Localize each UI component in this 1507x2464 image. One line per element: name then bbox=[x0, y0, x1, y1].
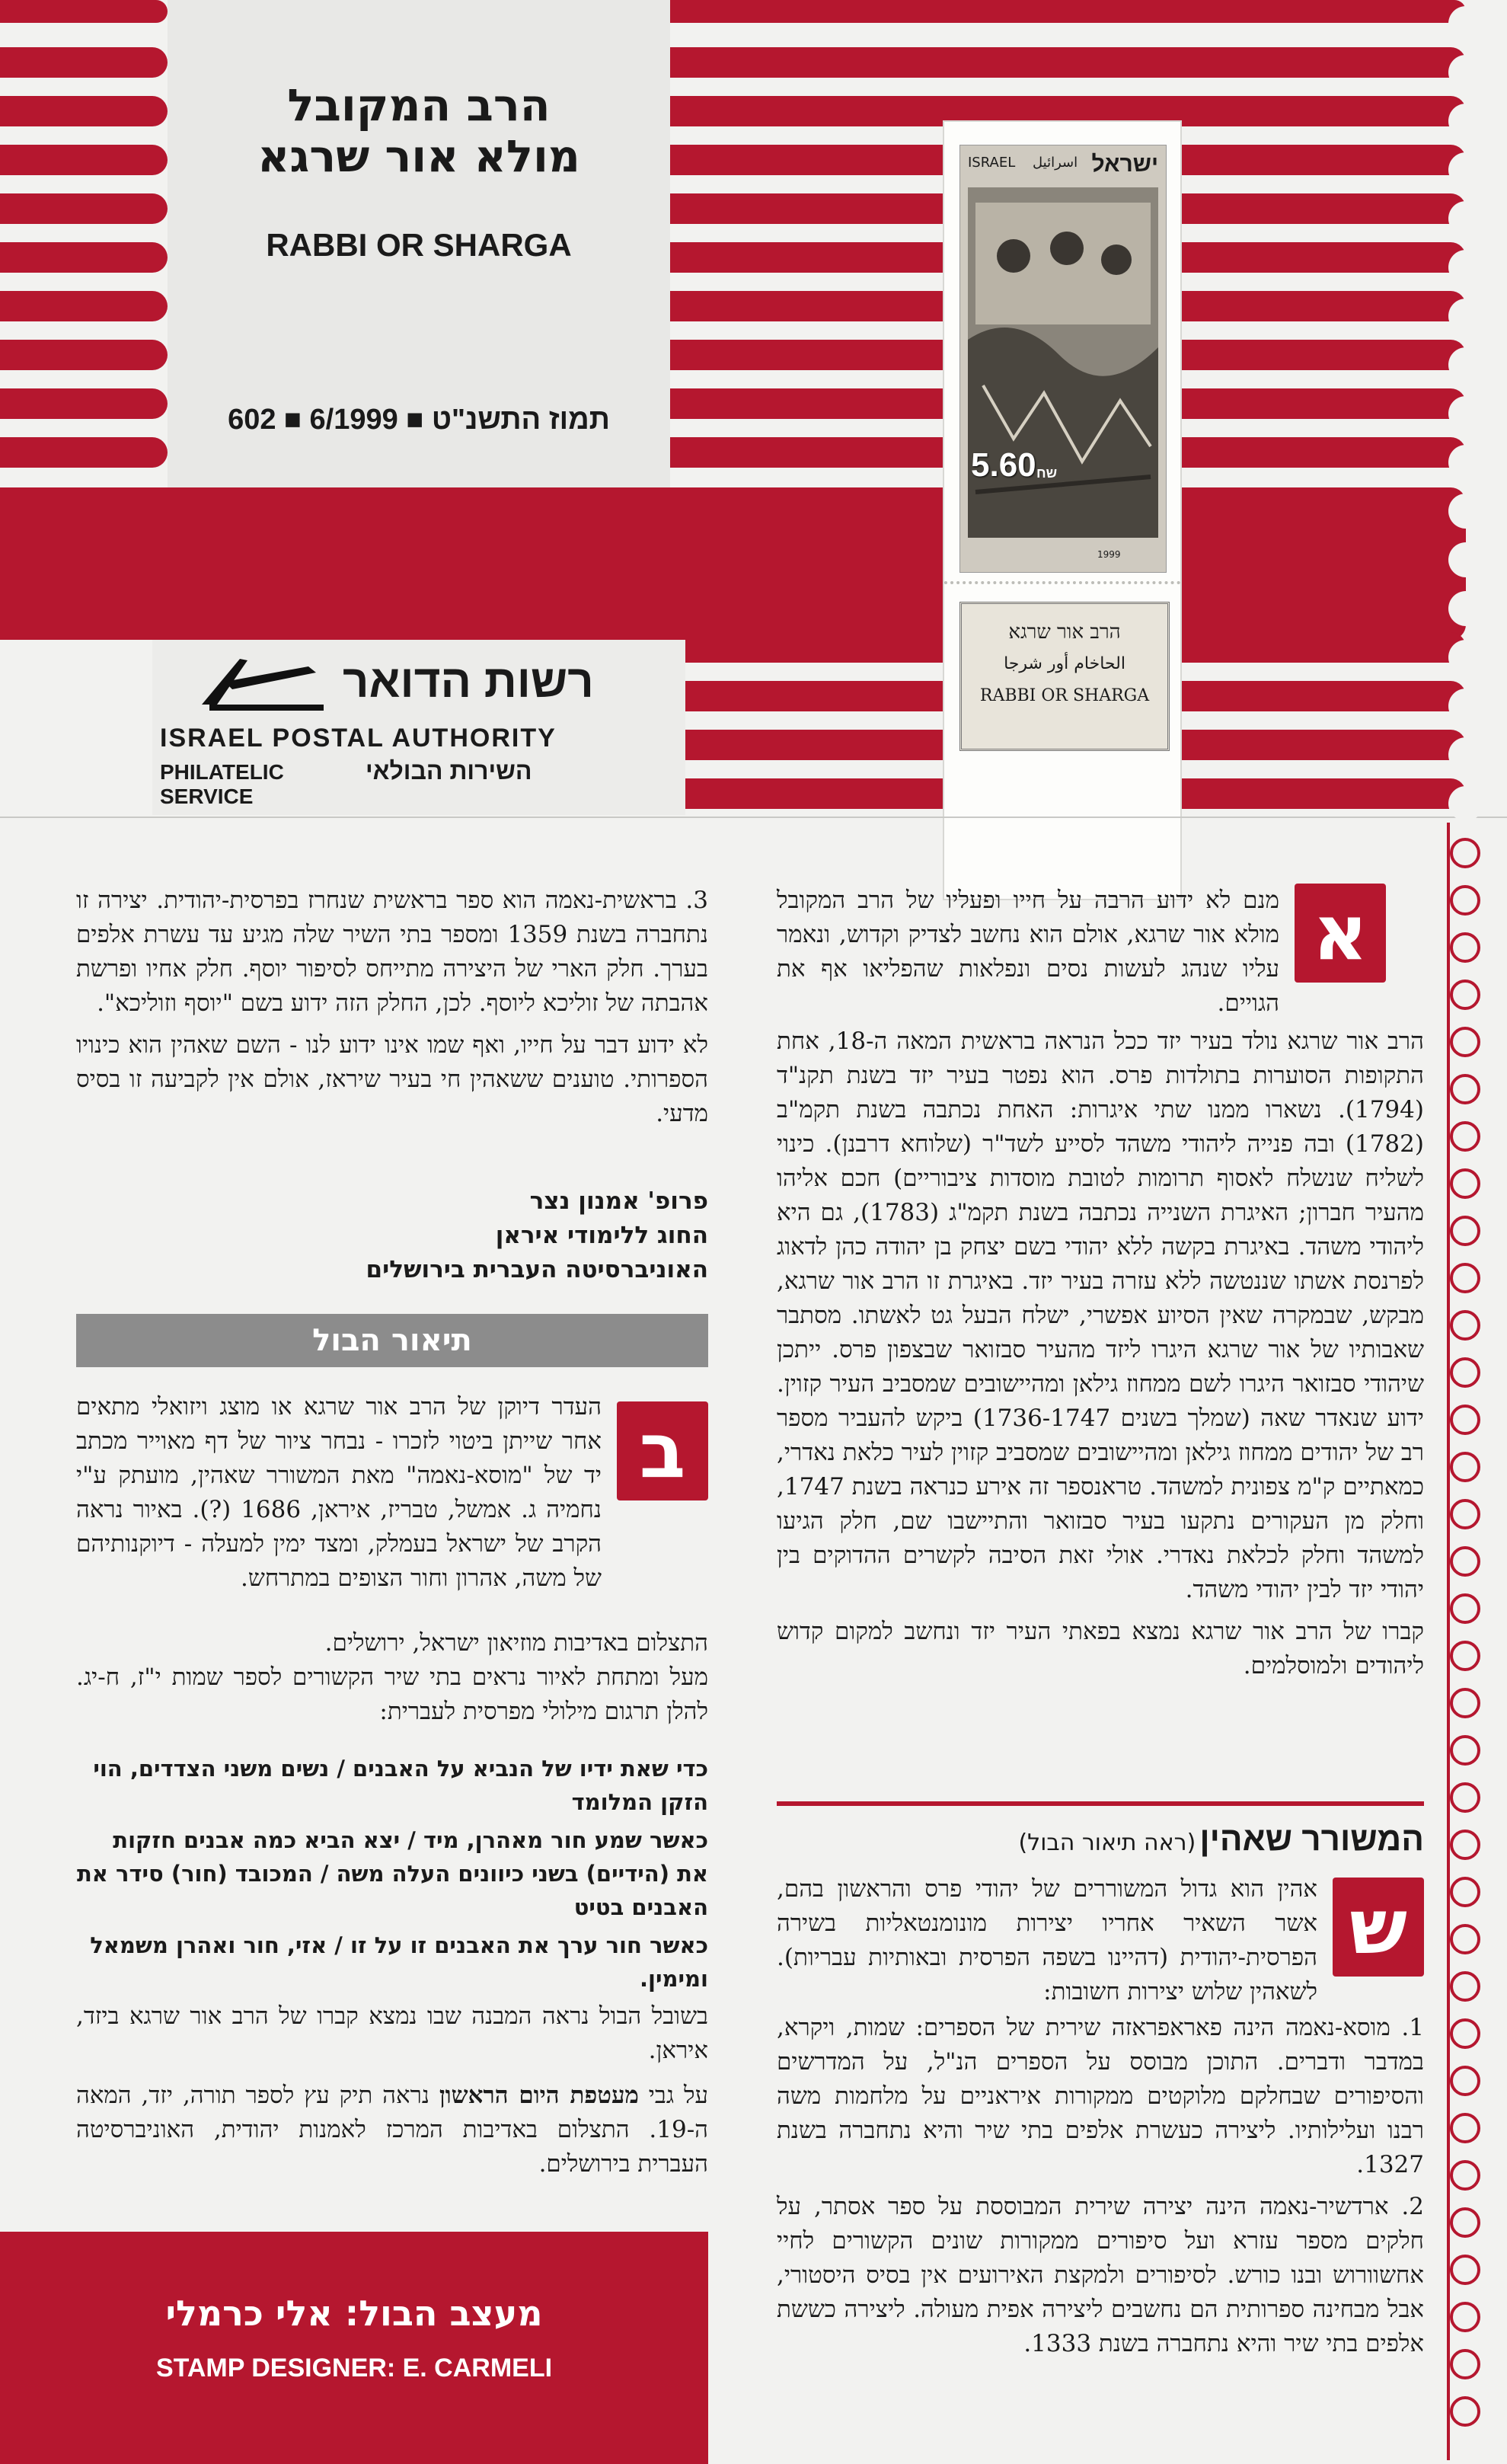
stripe bbox=[0, 0, 168, 23]
edge-scallop bbox=[1448, 689, 1483, 724]
designer-hebrew: מעצב הבול: אלי כרמלי bbox=[165, 2293, 543, 2334]
section-heading-shahin bbox=[777, 1820, 1424, 1858]
left-column-top bbox=[76, 884, 708, 1139]
section-heading-note: (ראה תיאור הבול) bbox=[1018, 1830, 1196, 1856]
paragraph: לא ידוע דבר על חייו, ואף שמו אינו ידוע לנו - השם שאהין הוא כינויו הספרותי. טוענים ששאהין חי בעיר שיראז, אולם אין לקביעה זו בסיס מדעי. bbox=[76, 1031, 708, 1127]
border-scallop bbox=[1450, 2113, 1480, 2143]
edge-scallop bbox=[1448, 786, 1483, 821]
paragraph: בשובל הבול נראה המבנה שבו נמצא קברו של הרב אור שרגא ביזד, איראן. bbox=[76, 2002, 708, 2064]
author-signature bbox=[76, 1184, 708, 1287]
paragraph: מעל ומתחת לאיור נראים בתי שיר הקשורים לספר שמות י"ז, ח-יג. להלן תרגום מילולי מפרסית לעברית: bbox=[76, 1663, 708, 1725]
border-scallop bbox=[1450, 2255, 1480, 2285]
border-scallop bbox=[1450, 2349, 1480, 2379]
initial-letter-shin: ש bbox=[1333, 1878, 1424, 1977]
border-scallop bbox=[1450, 1121, 1480, 1152]
issue-line: 602 ■ 6/1999 ■ תמוז התשנ"ט bbox=[228, 404, 610, 436]
section-divider bbox=[777, 1801, 1424, 1806]
border-scallop bbox=[1450, 1310, 1480, 1341]
stripe bbox=[0, 340, 168, 370]
edge-scallop bbox=[1448, 347, 1483, 382]
border-scallop bbox=[1450, 885, 1480, 916]
initial-letter-bet: ב bbox=[617, 1401, 708, 1500]
poem-stanza: כדי שאת ידיו של הנביא על האבנים / נשים משני הצדדים, הוי הזקן המלומד bbox=[93, 1756, 708, 1815]
stripe bbox=[0, 242, 168, 273]
border-scallop bbox=[1450, 1782, 1480, 1813]
right-column-top bbox=[777, 884, 1279, 1028]
border-scallop bbox=[1450, 1877, 1480, 1907]
border-scallop bbox=[1450, 2066, 1480, 2096]
stripe bbox=[0, 193, 168, 224]
tab-hebrew: הרב אור שרגא bbox=[1008, 621, 1121, 644]
perforation bbox=[944, 581, 1180, 584]
edge-scallop bbox=[1448, 152, 1483, 187]
border-scallop bbox=[1450, 1924, 1480, 1954]
poem-translation bbox=[76, 1752, 708, 1996]
border-scallop bbox=[1450, 1499, 1480, 1529]
paragraph: 2. ארדשיר-נאמה הינה יצירה שירית המבוססת על ספר אסתר, על חלקים מספר עזרא ועל סיפורים ממקורות שונים הקשורים לחיי אחשוורוש ובנו כורש. לסיפורים ולמקצת האירועים אין בסיס היסטורי, אבל מבחינה ספרותית הם נחשבים ליצירה אפית מעולה. ליצירה כששת אלפים בתי שיר והיא נתחברה בשנת 1333. bbox=[777, 2193, 1424, 2357]
paragraph: אהין הוא גדול המשוררים של יהודי פרס והראשון בהם, אשר השאיר אחריו יצירות מונומנטאליות בשירה הפרסית-יהודית (דהיינו בשפה הפרסית ובאותיות עבריות). לשאהין שלוש יצירות חשובות: bbox=[777, 1875, 1317, 2005]
border-scallop bbox=[1450, 1357, 1480, 1388]
tab-english: RABBI OR SHARGA bbox=[979, 686, 1150, 705]
stripe bbox=[0, 96, 168, 126]
fdc-bold: מעטפת היום הראשון bbox=[439, 2082, 639, 2109]
right-column-shahin-intro bbox=[777, 1872, 1317, 2017]
left-column-description-top bbox=[76, 1390, 602, 1603]
title-english: RABBI OR SHARGA bbox=[266, 227, 572, 263]
stripe bbox=[0, 388, 168, 419]
border-scallop bbox=[1450, 1405, 1480, 1435]
stamp-currency: שח bbox=[1036, 465, 1058, 481]
edge-scallop bbox=[1448, 299, 1483, 334]
edge-scallop bbox=[1448, 104, 1483, 139]
stripe bbox=[0, 291, 168, 321]
stripe bbox=[0, 487, 1466, 640]
border-scallop bbox=[1450, 2207, 1480, 2238]
signature-name: פרופ' אמנון נצר bbox=[529, 1187, 708, 1215]
paragraph: העדר דיוקן של הרב אור שרגא או מוצג ויזואלי מתאים אחר שייתן ביטוי לזכרו - נבחר ציור של דף מאוייר מכתב יד של "מוסא-נאמה" מאת המשורר שאהין, מועתק ע"י נחמיה ג. אמשל, טבריז, איראן, 1686 (?). באיור נראה הקרב של ישראל בעמלק, ומצד ימין למעלה - דיוקנותיהם של משה, אהרון וחור הצופים במתרחש. bbox=[76, 1393, 602, 1592]
edge-scallop bbox=[1448, 250, 1483, 285]
edge-scallop bbox=[1448, 201, 1483, 236]
philatelic-service-hebrew: השירות הבולאי bbox=[366, 757, 532, 785]
border-scallop bbox=[1450, 1263, 1480, 1293]
poem-stanza: כאשר שמע חור מאהרן, מיד / יצא הביא כמה אבנים חזקות את (הידיים) בשני כיוונים העלה משה / המכובד (חור) סידר את האבנים בטיט bbox=[76, 1827, 708, 1920]
fdc-prefix: על גבי bbox=[648, 2082, 708, 2109]
border-scallop bbox=[1450, 1593, 1480, 1624]
border-scallop bbox=[1450, 1688, 1480, 1718]
border-scallop bbox=[1450, 2018, 1480, 2049]
border-scallop bbox=[1450, 932, 1480, 963]
border-scallop bbox=[1450, 1641, 1480, 1671]
poem-stanza: כאשר חור ערך את האבנים זו על זו / אזי, חור ואהרן משמאל ומימין. bbox=[90, 1932, 708, 1992]
right-column-shahin-works bbox=[777, 2011, 1424, 2369]
border-scallop bbox=[1450, 1452, 1480, 1482]
edge-scallop bbox=[1448, 737, 1483, 772]
border-scallop bbox=[1450, 1074, 1480, 1104]
stamp-country-english: ISRAEL bbox=[968, 155, 1016, 171]
border-scallop bbox=[1450, 1830, 1480, 1860]
stamp-country-arabic: اسرائيل bbox=[1033, 155, 1078, 171]
edge-scallop bbox=[1448, 640, 1483, 675]
border-scallop bbox=[1450, 980, 1480, 1010]
edge-scallop bbox=[1448, 542, 1483, 577]
fold-line bbox=[0, 817, 1507, 818]
stripe bbox=[670, 47, 1466, 78]
paragraph: קברו של הרב אור שרגא נמצא בפאתי העיר יזד ונחשב למקום קדוש ליהודים ולמוסלמים. bbox=[777, 1618, 1424, 1679]
title-hebrew-line1: הרב המקובל bbox=[287, 79, 551, 131]
paragraph: 3. בראשית-נאמה הוא ספר בראשית שנחרז בפרסית-יהודית. יצירה זו נתחברה בשנת 1359 ומספר בתי השיר שלה מגיע עד עשרת אלפים בערך. חלק הארי של היצירה מתייחס לסיפור יוסף. חלק אחיו ופרשת אהבתה של זוליכא ליוסף. לכן, החלק הזה ידוע בשם "יוסף וזוליכא". bbox=[76, 887, 709, 1017]
border-scallop bbox=[1450, 1735, 1480, 1766]
title-panel bbox=[168, 0, 670, 487]
right-border-line bbox=[1447, 823, 1450, 2460]
initial-letter-alef: א bbox=[1295, 884, 1386, 983]
border-scallop bbox=[1450, 838, 1480, 868]
edge-scallop bbox=[1448, 55, 1483, 90]
border-scallop bbox=[1450, 1216, 1480, 1246]
authority-panel bbox=[152, 640, 685, 815]
stamp-artwork bbox=[968, 187, 1158, 538]
edge-scallop bbox=[1448, 6, 1483, 41]
manuscript-illustration-icon bbox=[968, 187, 1158, 538]
paragraph: 1. מוסא-נאמה הינה פאראפראזה שירית של הספרים: שמות, ויקרא, במדבר ודברים. התוכן מבוסס על הספרים הנ"ל, על המדרשים והסיפורים שבחלקם מלוקטים ממקורות איראניים על מלחמות משה רבנו ועלילותיו. ליצירה כעשרת אלפים בתי שיר והיא נתחברה בשנת 1327. bbox=[777, 2014, 1424, 2178]
stamp-sheet bbox=[944, 122, 1180, 899]
tab-arabic: الحاخام أور شرجا bbox=[1004, 654, 1125, 673]
stamp-value: 5.60 bbox=[971, 446, 1036, 484]
border-scallop bbox=[1450, 1546, 1480, 1577]
section-heading-title: המשורר שאהין bbox=[1199, 1820, 1424, 1858]
border-scallop bbox=[1450, 2160, 1480, 2191]
border-scallop bbox=[1450, 2396, 1480, 2427]
stripe bbox=[0, 47, 168, 78]
stamp-country-hebrew: ישראל bbox=[1091, 152, 1158, 177]
stripe bbox=[0, 437, 168, 468]
right-column-main bbox=[777, 1024, 1424, 1691]
paragraph: התצלום באדיבות מוזיאון ישראל, ירושלים. bbox=[324, 1629, 708, 1657]
title-hebrew-line2: מולא אור שרגא bbox=[257, 130, 580, 182]
left-column-description bbox=[76, 1626, 708, 1737]
stripe bbox=[0, 145, 168, 175]
left-column-bottom bbox=[76, 1999, 708, 2189]
stamp-tab bbox=[959, 602, 1170, 751]
postal-logo-icon bbox=[194, 651, 331, 712]
stamp-year: 1999 bbox=[1097, 549, 1121, 560]
border-scallop bbox=[1450, 1168, 1480, 1199]
signature-university: האוניברסיטה העברית בירושלים bbox=[366, 1256, 708, 1283]
authority-name-english: ISRAEL POSTAL AUTHORITY bbox=[160, 724, 557, 753]
border-scallop bbox=[1450, 2302, 1480, 2332]
paragraph-first-day-cover bbox=[76, 2079, 708, 2181]
designer-footer bbox=[0, 2232, 708, 2464]
signature-department: החוג ללימודי איראן bbox=[495, 1222, 708, 1249]
designer-english: STAMP DESIGNER: E. CARMELI bbox=[155, 2354, 553, 2383]
edge-scallop bbox=[1448, 591, 1483, 626]
stripe bbox=[670, 0, 1466, 23]
section-title-stamp-description: תיאור הבול bbox=[76, 1314, 708, 1367]
edge-scallop bbox=[1448, 396, 1483, 431]
edge-scallop bbox=[1448, 494, 1483, 529]
stamp bbox=[959, 145, 1167, 573]
edge-scallop bbox=[1448, 445, 1483, 480]
border-scallop bbox=[1450, 1971, 1480, 2002]
fdc-rest: נראה תיק עץ לספר תורה, יזד, המאה ה-19. התצלום באדיבות המרכז לאמנות יהודית, האוניברסיטה העברית בירושלים. bbox=[76, 2082, 708, 2178]
border-scallop bbox=[1450, 1027, 1480, 1057]
paragraph: מנם לא ידוע הרבה על חייו ופעליו של הרב המקובל מולא אור שרגא, אולם הוא נחשב לצדיק וקדוש, ונאמר עליו שנהג לעשות נסים ונפלאות שהפליאו אף את הגויים. bbox=[777, 887, 1279, 1017]
authority-name-hebrew: רשות הדואר bbox=[343, 656, 594, 707]
philatelic-service-english: PHILATELIC SERVICE bbox=[160, 760, 284, 808]
paragraph: הרב אור שרגא נולד בעיר יזד ככל הנראה בראשית המאה ה-18, אחת התקופות הסוערות בתולדות פרס. הוא נפטר בעיר יזד בשנת תקנ"ד (1794). נשארו ממנו שתי איגרות: האחת נכתבה בשנת תקמ"ב (1782) ובה פנייה ליהודי משהד לסייע לשד"ר (שלוחא דרבנן). כינוי לשליח שנשלח לאסוף תרומות לטובת מוסדות ציבוריים) חכם אליהו מהעיר חברון; האיגרת השנייה נכתבה בשנת תקמ"ג (1783), גם היא ליהודי משהד. באיגרת בקשה ללא יהודי בשם יצחק בן יהודה כהן לדאוג לפרנסת אשתו שננטשה ללא עזרה בעיר יזד. באיגרת זו הרב אור שרגא, מבקש, שבמקרה שאין הסיוע אפשרי, ישלח הבעל גט לאשתו. מסתבר שאבותיו של אור שרגא היגרו ליזד מהעיר סבזואר שבצפון פרס. ייתכן שיהודי סבזואר היגרו לשם ממחוז גילאן ומהיישובים שמסביב העיר קזוין. ידוע שנאדר שאה (שמלך בשנים 1736-1747) ביקש להעביר מספר רב של יהודים ממחוז גילאן ומהיישובים שמסביב קזוין לעיר כלאת נאדרי, כמאתיים ק"מ צפונית למשהד. טראנספר זה אירע כנראה בשנת 1747, וחלק מן העקורים נתקעו בעיר סבזואר והתיישבו שם, חלק הגיעו למשהד וחלק לכלאת נאדרי. אולי זאת הסיבה לקשרים ההדוקים בין יהודי יזד לבין יהודי משהד. bbox=[777, 1027, 1425, 1603]
